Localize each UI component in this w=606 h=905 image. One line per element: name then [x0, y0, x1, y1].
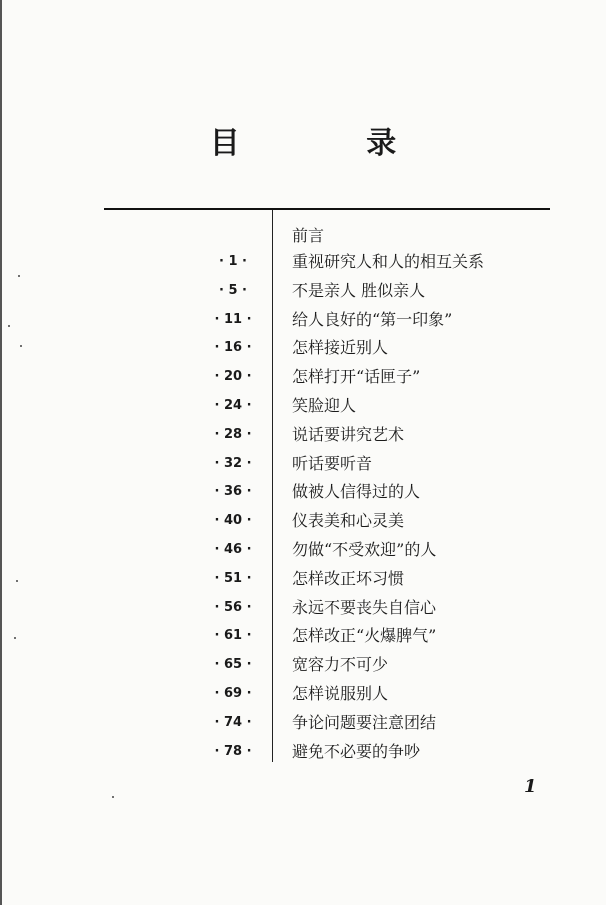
toc-page-number: · 46 ·	[214, 541, 252, 557]
scan-speck	[16, 580, 18, 582]
toc-entry	[0, 507, 606, 536]
toc-entry	[0, 277, 606, 306]
toc-entry	[0, 478, 606, 507]
toc-title: 避免不必要的争吵	[292, 741, 421, 761]
toc-entry	[0, 450, 606, 479]
toc-title: 不是亲人 胜似亲人	[292, 280, 426, 300]
toc-title: 重视研究人和人的相互关系	[292, 252, 485, 271]
toc-entry	[0, 709, 606, 738]
toc-page-number: · 40 ·	[214, 513, 252, 529]
page-title: 目 录	[209, 126, 455, 161]
toc-entry	[0, 334, 606, 363]
toc-page-number: · 65 ·	[214, 657, 252, 673]
toc-page-number: · 69 ·	[214, 685, 252, 701]
toc-page-number: · 28 ·	[214, 426, 252, 442]
toc-title: 怎样打开“话匣子”	[292, 367, 421, 387]
toc-page-number: · 16 ·	[214, 340, 252, 356]
toc-page-number: · 74 ·	[214, 714, 252, 730]
toc-page-number: · 24 ·	[214, 397, 252, 413]
toc-title: 争论问题要注意团结	[292, 712, 437, 732]
toc-page-number: · 56 ·	[214, 599, 252, 615]
toc-entry	[0, 392, 606, 421]
toc-entry	[0, 738, 606, 767]
page-number: 1	[524, 776, 537, 797]
header-rule	[104, 208, 550, 210]
toc-title: 怎样改正坏习惯	[292, 568, 405, 588]
toc-page-number: · 36 ·	[214, 484, 252, 500]
toc-title: 怎样接近别人	[292, 338, 389, 358]
toc-entry	[0, 565, 606, 594]
toc-page-number: · 20 ·	[214, 369, 252, 385]
toc-title: 勿做“不受欢迎”的人	[292, 539, 437, 559]
toc-title: 宽容力不可少	[292, 655, 389, 675]
toc-page-number: · 51 ·	[214, 570, 252, 586]
preface-entry: 前言	[292, 226, 325, 245]
toc-page-number: · 1 ·	[219, 254, 247, 269]
toc-entry	[0, 651, 606, 680]
toc-title: 仪表美和心灵美	[292, 511, 405, 531]
toc-title: 给人良好的“第一印象”	[292, 309, 453, 329]
toc-page-number: · 5 ·	[219, 282, 247, 298]
scan-speck	[8, 325, 10, 327]
scan-speck	[112, 796, 114, 798]
toc-title: 怎样改正“火爆脾气”	[292, 626, 437, 646]
scan-speck	[18, 275, 20, 277]
toc-entry	[0, 680, 606, 709]
toc-entry	[0, 421, 606, 450]
toc-title: 笑脸迎人	[292, 395, 357, 415]
scan-speck	[14, 637, 16, 639]
toc-list	[0, 248, 606, 766]
toc-entry	[0, 594, 606, 623]
toc-page-number: · 61 ·	[214, 628, 252, 644]
toc-page-number: · 32 ·	[214, 455, 252, 471]
toc-title: 做被人信得过的人	[292, 482, 421, 502]
scan-speck	[20, 345, 22, 347]
toc-page-number: · 78 ·	[214, 743, 252, 759]
toc-page-number: · 11 ·	[214, 311, 252, 327]
toc-title: 永远不要丧失自信心	[292, 597, 437, 617]
toc-title: 怎样说服别人	[292, 683, 389, 703]
toc-entry	[0, 363, 606, 392]
toc-title: 说话要讲究艺术	[292, 424, 405, 444]
toc-entry	[0, 622, 606, 651]
toc-entry	[0, 536, 606, 565]
toc-entry	[0, 306, 606, 335]
toc-entry	[0, 248, 606, 277]
toc-title: 听话要听音	[292, 453, 373, 473]
